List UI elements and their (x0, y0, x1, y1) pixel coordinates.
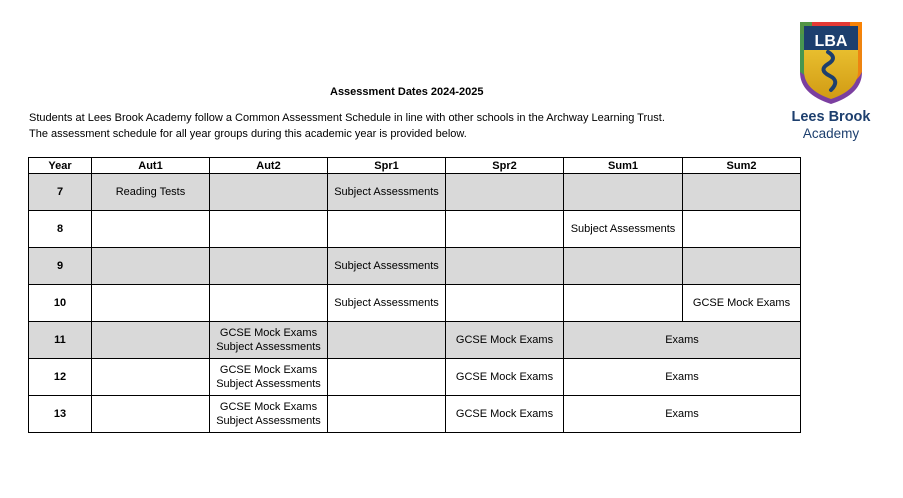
aut2-line-1: GCSE Mock Exams (219, 401, 318, 413)
aut1-cell (92, 396, 210, 433)
header-aut2: Aut2 (210, 158, 328, 174)
aut2-line-2: Subject Assessments (216, 341, 321, 353)
summer-merged-cell: Exams (564, 322, 801, 359)
aut1-cell: Reading Tests (92, 174, 210, 211)
table-row (29, 174, 801, 211)
aut2-cell (210, 322, 328, 359)
sum2-cell (683, 248, 801, 285)
logo-name: Lees Brook (791, 109, 871, 125)
header-year: Year (29, 158, 92, 174)
spr2-cell: GCSE Mock Exams (446, 322, 564, 359)
table-row (29, 211, 801, 248)
header-aut1: Aut1 (92, 158, 210, 174)
table-row (29, 359, 801, 396)
school-logo (776, 18, 886, 148)
spr1-cell: Subject Assessments (328, 248, 446, 285)
spr2-cell (446, 248, 564, 285)
header-sum1: Sum1 (564, 158, 683, 174)
sum2-cell (683, 174, 801, 211)
header-spr1: Spr1 (328, 158, 446, 174)
spr1-cell (328, 211, 446, 248)
spr2-cell (446, 285, 564, 322)
spr1-cell: Subject Assessments (328, 285, 446, 322)
header-spr2: Spr2 (446, 158, 564, 174)
aut2-line-2: Subject Assessments (216, 415, 321, 427)
aut1-cell (92, 285, 210, 322)
sum1-cell (564, 174, 683, 211)
spr2-cell: GCSE Mock Exams (446, 359, 564, 396)
badge-text: LBA (814, 33, 848, 50)
year-cell: 11 (29, 322, 92, 359)
aut2-cell (210, 396, 328, 433)
sum1-cell: Subject Assessments (564, 211, 683, 248)
year-cell: 7 (29, 174, 92, 211)
aut2-line-1: GCSE Mock Exams (219, 364, 318, 376)
assessment-schedule-table (28, 157, 801, 433)
summer-merged-cell: Exams (564, 359, 801, 396)
header-sum2: Sum2 (683, 158, 801, 174)
summer-merged-cell: Exams (564, 396, 801, 433)
spr1-cell (328, 359, 446, 396)
sum1-cell (564, 285, 683, 322)
aut2-cell (210, 174, 328, 211)
table-row (29, 285, 801, 322)
aut2-line-2: Subject Assessments (216, 378, 321, 390)
sum1-cell (564, 248, 683, 285)
intro-line-1: Students at Lees Brook Academy follow a Common Assessment Schedule in line with other schools in the Archway Learning Trust. (29, 112, 665, 124)
aut2-cell (210, 211, 328, 248)
spr2-cell (446, 211, 564, 248)
year-cell: 10 (29, 285, 92, 322)
intro-text (29, 110, 665, 142)
spr1-cell: Subject Assessments (328, 174, 446, 211)
table-row (29, 396, 801, 433)
aut1-cell (92, 359, 210, 396)
year-cell: 13 (29, 396, 92, 433)
table-header-row (29, 158, 801, 174)
aut1-cell (92, 248, 210, 285)
table-row (29, 322, 801, 359)
aut2-line-1: GCSE Mock Exams (219, 327, 318, 339)
table-row (29, 248, 801, 285)
sum2-cell: GCSE Mock Exams (683, 285, 801, 322)
logo-subtitle: Academy (802, 126, 860, 141)
aut2-cell (210, 285, 328, 322)
spr1-cell (328, 322, 446, 359)
spr2-cell: GCSE Mock Exams (446, 396, 564, 433)
spr2-cell (446, 174, 564, 211)
spr1-cell (328, 396, 446, 433)
aut2-cell (210, 248, 328, 285)
page-title: Assessment Dates 2024-2025 (330, 86, 484, 98)
intro-line-2: The assessment schedule for all year groups during this academic year is provided below. (29, 128, 467, 140)
aut1-cell (92, 322, 210, 359)
lba-shield-icon (798, 20, 864, 106)
year-cell: 8 (29, 211, 92, 248)
sum2-cell (683, 211, 801, 248)
aut1-cell (92, 211, 210, 248)
year-cell: 9 (29, 248, 92, 285)
year-cell: 12 (29, 359, 92, 396)
aut2-cell (210, 359, 328, 396)
